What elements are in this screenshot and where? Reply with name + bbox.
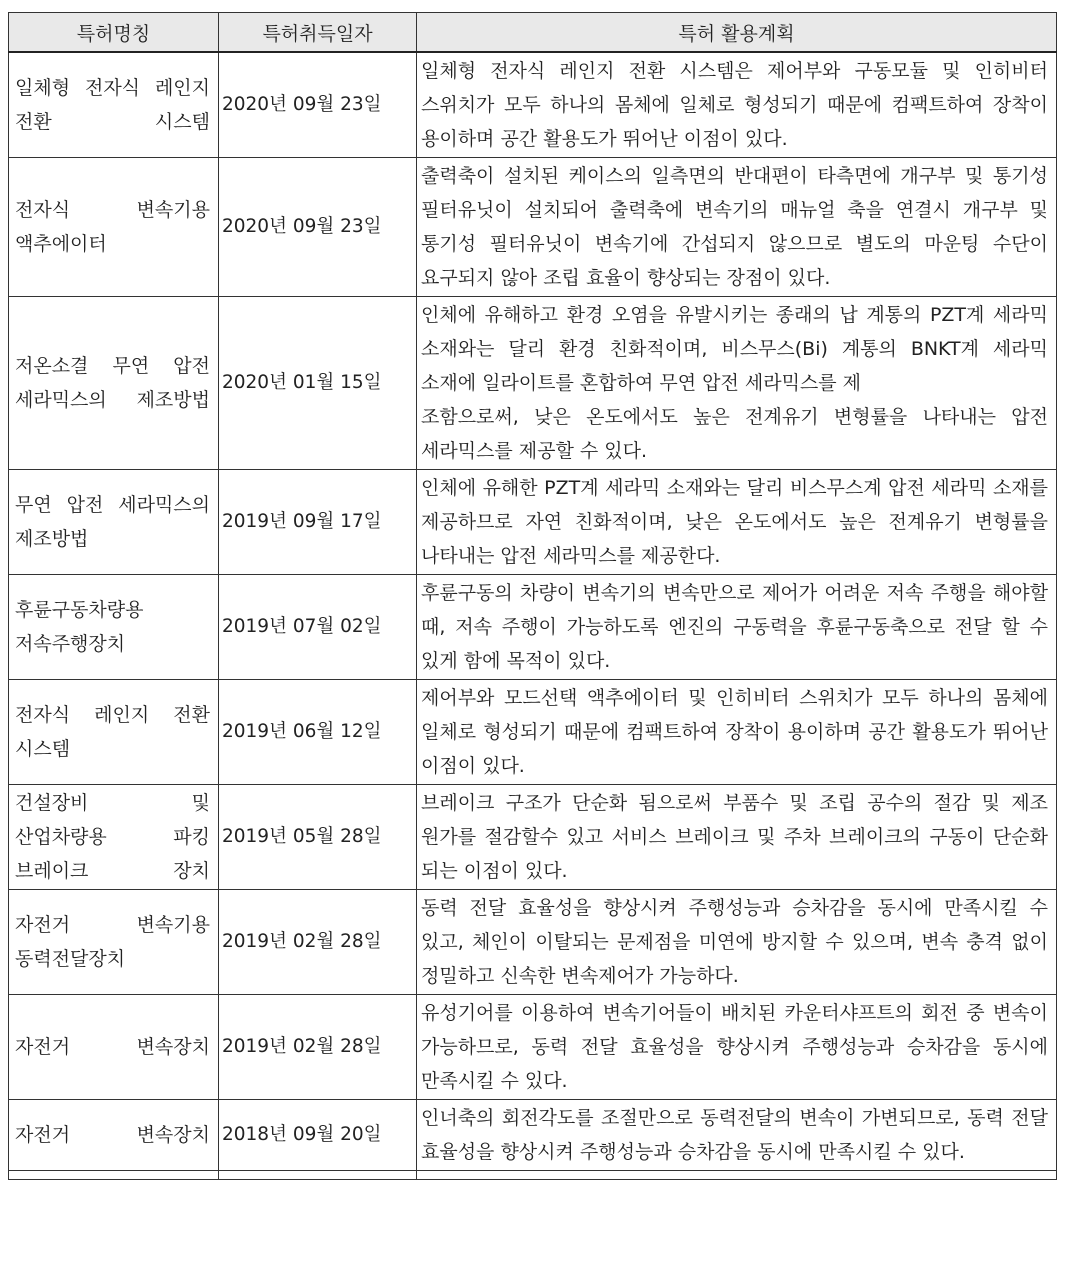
patent-name-cell: 무연 압전 세라믹스의 제조방법 bbox=[9, 470, 219, 575]
patent-date-cell: 2019년 02월 28일 bbox=[219, 890, 417, 995]
patent-plan-cell: 인너축의 회전각도를 조절만으로 동력전달의 변속이 가변되므로, 동력 전달 효율성을 향상시켜 주행성능과 승차감을 동시에 만족시킬 수 있다. bbox=[417, 1100, 1057, 1171]
header-patent-name: 특허명칭 bbox=[9, 13, 219, 53]
patent-plan-cell: 인체에 유해한 PZT계 세라믹 소재와는 달리 비스무스계 압전 세라믹 소재를 제공하므로 자연 친화적이며, 낮은 온도에서도 높은 전계유기 변형률을 나타내는 압전 세라믹스를 제공한다. bbox=[417, 470, 1057, 575]
patent-plan-cell bbox=[417, 297, 1057, 470]
truncated-row bbox=[9, 1171, 1057, 1180]
patent-date-cell: 2019년 07월 02일 bbox=[219, 575, 417, 680]
patent-plan-line: 인체에 유해하고 환경 오염을 유발시키는 종래의 납 계통의 PZT계 세라믹 소재와는 달리 환경 친화적이며, 비스무스(Bi) 계통의 BNKT계 세라믹 소재에 일라이트를 혼합하여 무연 압전 세라믹스를 제 bbox=[421, 304, 1048, 394]
table-row bbox=[9, 470, 1057, 575]
table-row bbox=[9, 995, 1057, 1100]
table-row bbox=[9, 785, 1057, 890]
header-utilization-plan: 특허 활용계획 bbox=[417, 13, 1057, 53]
table-row bbox=[9, 1100, 1057, 1171]
patent-name-cell: 자전거 변속기용 동력전달장치 bbox=[9, 890, 219, 995]
patent-date-cell: 2018년 09월 20일 bbox=[219, 1100, 417, 1171]
patent-plan-cell: 유성기어를 이용하여 변속기어들이 배치된 카운터샤프트의 회전 중 변속이 가능하므로, 동력 전달 효율성을 향상시켜 주행성능과 승차감을 동시에 만족시킬 수 있다. bbox=[417, 995, 1057, 1100]
empty-cell bbox=[9, 1171, 219, 1180]
table-row bbox=[9, 575, 1057, 680]
patent-name-cell: 저온소결 무연 압전 세라믹스의 제조방법 bbox=[9, 297, 219, 470]
table-row bbox=[9, 52, 1057, 158]
patent-date-cell: 2019년 06월 12일 bbox=[219, 680, 417, 785]
patent-name-cell: 전자식 레인지 전환 시스템 bbox=[9, 680, 219, 785]
patent-date-cell: 2020년 01월 15일 bbox=[219, 297, 417, 470]
patent-name-cell: 건설장비 및 산업차량용 파킹 브레이크 장치 bbox=[9, 785, 219, 890]
table-row bbox=[9, 890, 1057, 995]
patent-date-cell: 2019년 02월 28일 bbox=[219, 995, 417, 1100]
table-row bbox=[9, 158, 1057, 297]
empty-cell bbox=[219, 1171, 417, 1180]
table-row bbox=[9, 297, 1057, 470]
patent-date-cell: 2020년 09월 23일 bbox=[219, 52, 417, 158]
patent-plan-cell: 브레이크 구조가 단순화 됨으로써 부품수 및 조립 공수의 절감 및 제조 원가를 절감할수 있고 서비스 브레이크 및 주차 브레이크의 구동이 단순화 되는 이점이 있다. bbox=[417, 785, 1057, 890]
patent-name-cell: 자전거 변속장치 bbox=[9, 995, 219, 1100]
header-acquisition-date: 특허취득일자 bbox=[219, 13, 417, 53]
empty-cell bbox=[417, 1171, 1057, 1180]
patent-plan-cell: 후륜구동의 차량이 변속기의 변속만으로 제어가 어려운 저속 주행을 해야할 때, 저속 주행이 가능하도록 엔진의 구동력을 후륜구동축으로 전달 할 수 있게 함에 목적이 있다. bbox=[417, 575, 1057, 680]
patent-plan-cell: 출력축이 설치된 케이스의 일측면의 반대편이 타측면에 개구부 및 통기성 필터유닛이 설치되어 출력축에 변속기의 매뉴얼 축을 연결시 개구부 및 통기성 필터유닛이 변속기에 간섭되지 않으므로 별도의 마운팅 수단이 요구되지 않아 조립 효율이 향상되는 장점이 있다. bbox=[417, 158, 1057, 297]
patent-plan-line: 조함으로써, 낮은 온도에서도 높은 전계유기 변형률을 나타내는 압전 세라믹스를 제공할 수 있다. bbox=[421, 406, 1048, 462]
patent-date-cell: 2019년 05월 28일 bbox=[219, 785, 417, 890]
patent-name-cell: 일체형 전자식 레인지 전환 시스템 bbox=[9, 52, 219, 158]
patent-date-cell: 2020년 09월 23일 bbox=[219, 158, 417, 297]
patent-table bbox=[8, 12, 1057, 1180]
table-row bbox=[9, 680, 1057, 785]
patent-date-cell: 2019년 09월 17일 bbox=[219, 470, 417, 575]
patent-plan-cell: 일체형 전자식 레인지 전환 시스템은 제어부와 구동모듈 및 인히비터 스위치가 모두 하나의 몸체에 일체로 형성되기 때문에 컴팩트하여 장착이 용이하며 공간 활용도가 뛰어난 이점이 있다. bbox=[417, 52, 1057, 158]
patent-name-cell: 후륜구동차량용 저속주행장치 bbox=[9, 575, 219, 680]
patent-plan-cell: 제어부와 모드선택 액추에이터 및 인히비터 스위치가 모두 하나의 몸체에 일체로 형성되기 때문에 컴팩트하여 장착이 용이하며 공간 활용도가 뛰어난 이점이 있다. bbox=[417, 680, 1057, 785]
patent-plan-cell: 동력 전달 효율성을 향상시켜 주행성능과 승차감을 동시에 만족시킬 수 있고, 체인이 이탈되는 문제점을 미연에 방지할 수 있으며, 변속 충격 없이 정밀하고 신속한 변속제어가 가능하다. bbox=[417, 890, 1057, 995]
patent-name-cell: 전자식 변속기용 액추에이터 bbox=[9, 158, 219, 297]
header-row bbox=[9, 13, 1057, 53]
patent-name-cell: 자전거 변속장치 bbox=[9, 1100, 219, 1171]
